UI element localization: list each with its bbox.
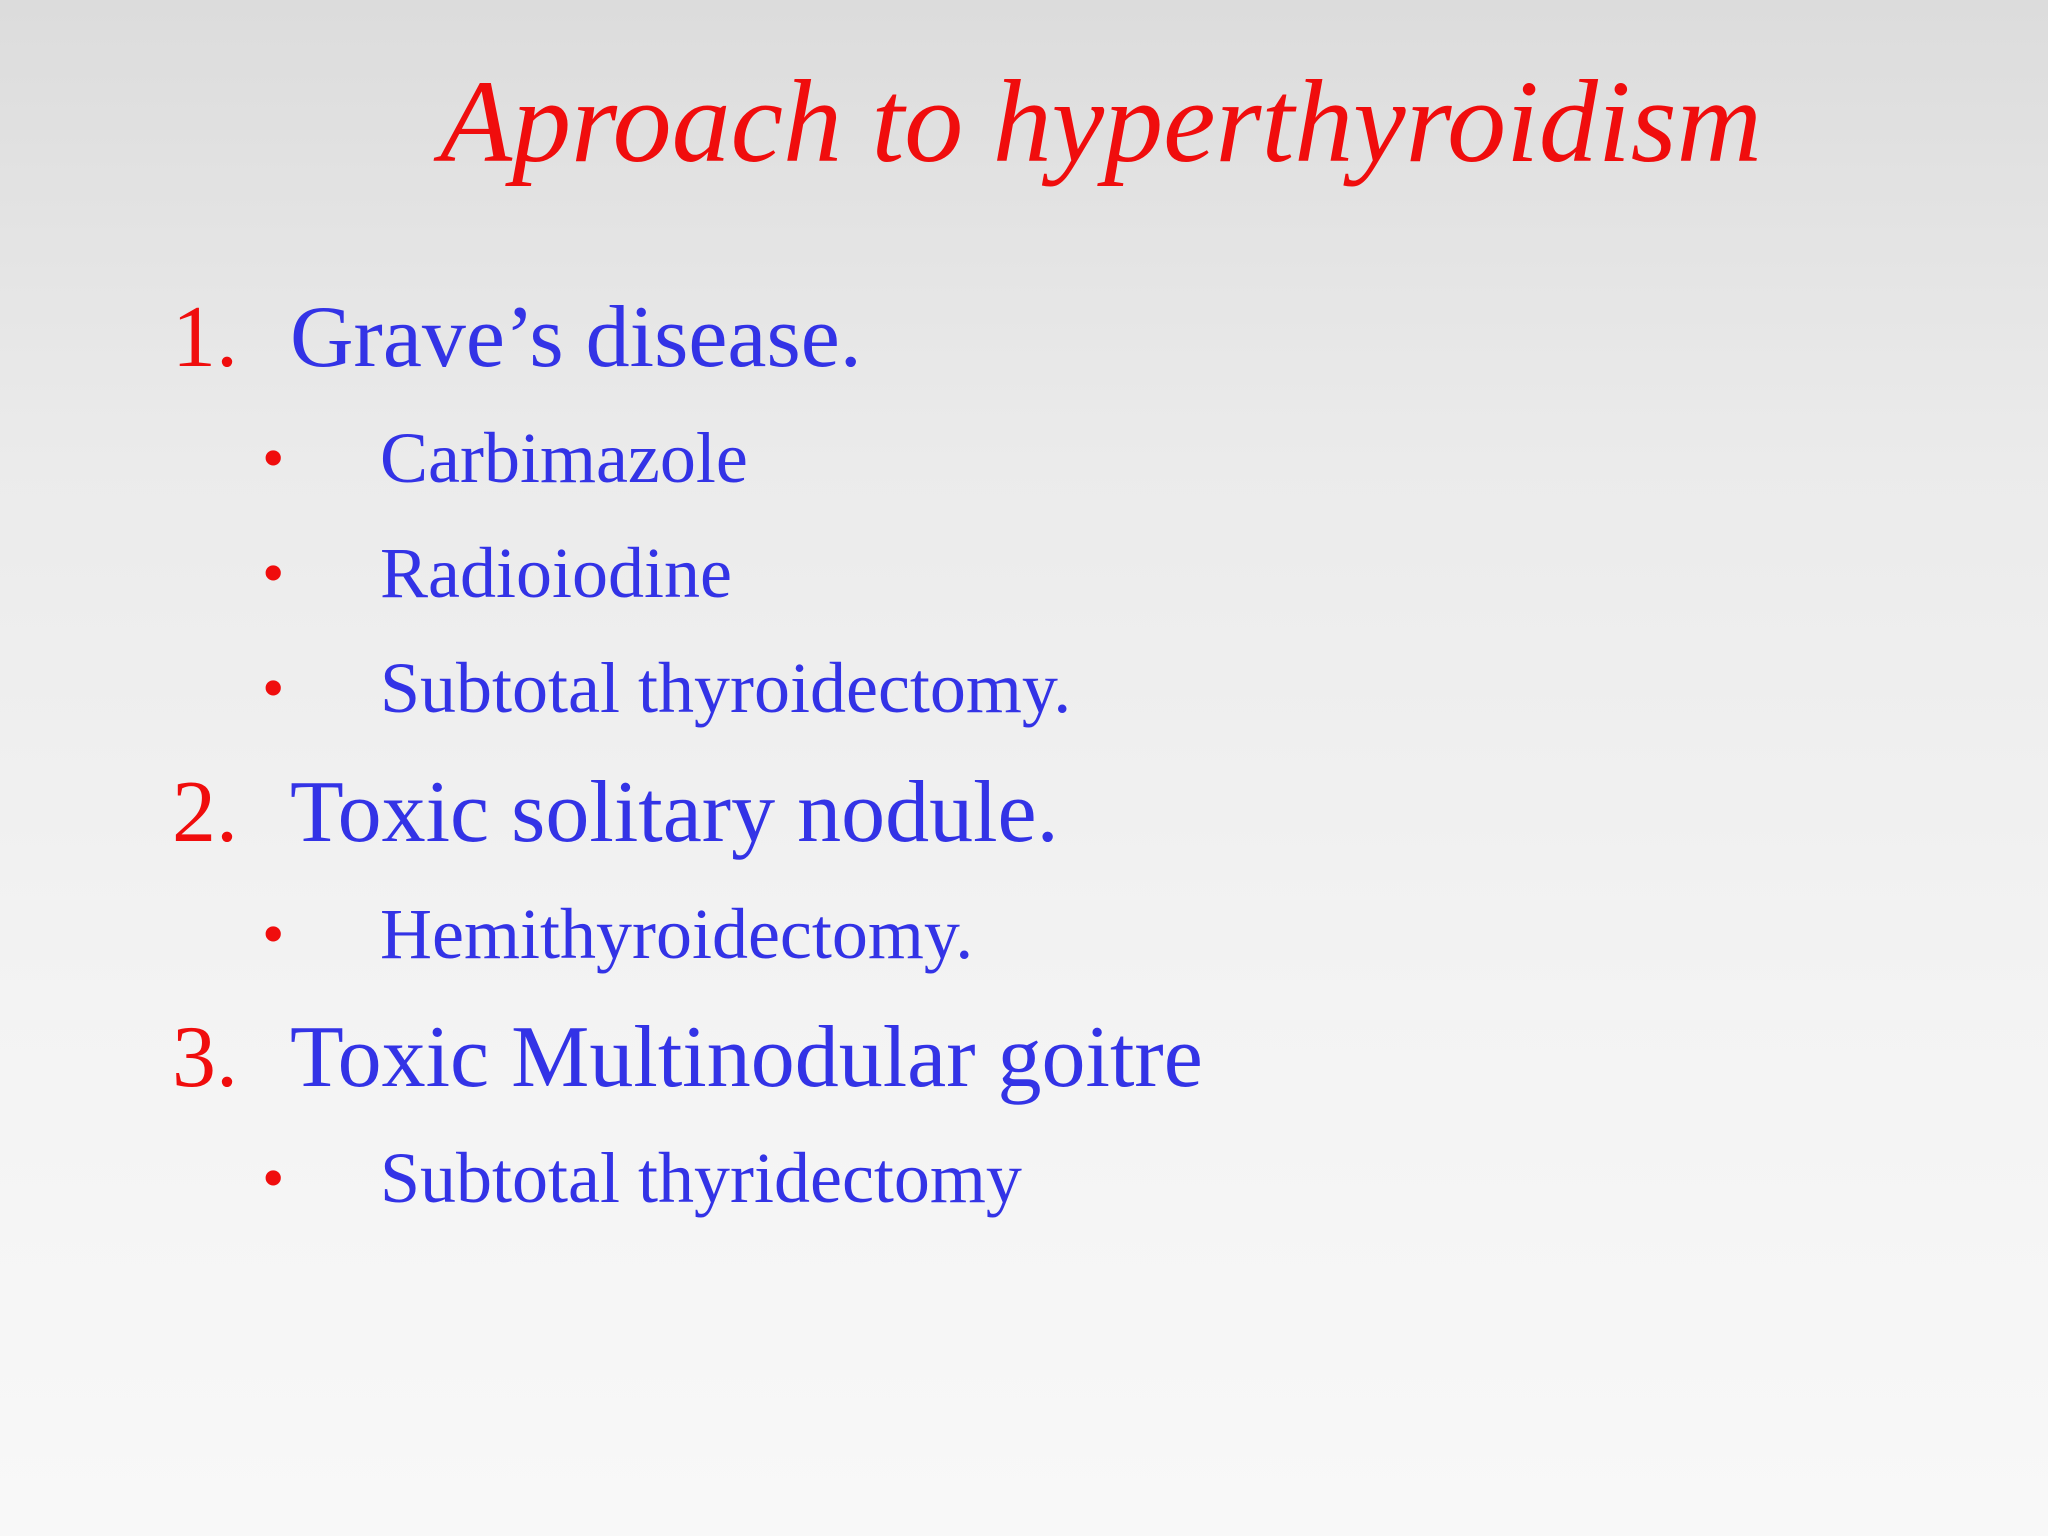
bullet-icon: • [262, 422, 285, 493]
item-number-2: 2. [172, 764, 238, 861]
item-label-toxic-multinodular-goitre: Toxic Multinodular goitre [290, 1009, 1203, 1106]
subitem-carbimazole: Carbimazole [380, 418, 748, 498]
item-number-1: 1. [172, 289, 238, 386]
bullet-icon: • [262, 652, 285, 723]
bullet-icon: • [262, 537, 285, 608]
subitem-subtotal-thyroidectomy: Subtotal thyroidectomy. [380, 648, 1072, 728]
slide-title: Aproach to hyperthyroidism [440, 56, 1762, 187]
bullet-icon: • [262, 1142, 285, 1213]
item-label-toxic-solitary-nodule: Toxic solitary nodule. [290, 764, 1059, 861]
item-label-graves-disease: Grave’s disease. [290, 289, 862, 386]
subitem-radioiodine: Radioiodine [380, 533, 732, 613]
subitem-hemithyroidectomy: Hemithyroidectomy. [380, 894, 974, 974]
bullet-icon: • [262, 898, 285, 969]
subitem-subtotal-thyridectomy: Subtotal thyridectomy [380, 1138, 1022, 1218]
item-number-3: 3. [172, 1009, 238, 1106]
